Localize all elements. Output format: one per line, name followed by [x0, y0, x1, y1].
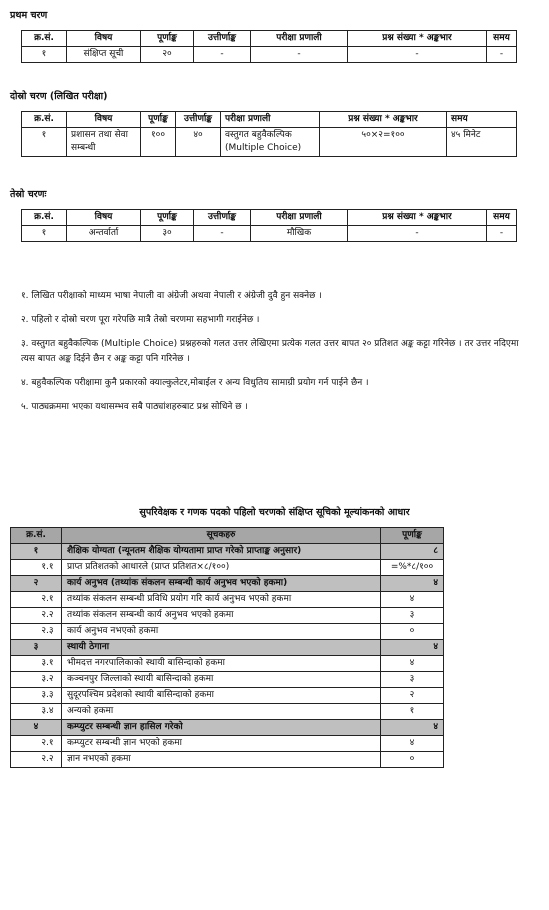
- header-cell: सूचकहरु: [62, 528, 381, 544]
- table-row: [11, 656, 444, 672]
- indicator-label: भीमदत्त नगरपालिकाको स्थायी बासिन्दाको हकमा: [62, 656, 381, 672]
- indicator-label: प्राप्त प्रतिशतको आधारले (प्राप्त प्रतिशत×८/१००): [62, 560, 381, 576]
- table-row: [22, 128, 517, 157]
- table-row: [11, 560, 444, 576]
- marks-cell: ४: [381, 576, 444, 592]
- header-cell: पूर्णाङ्क: [381, 528, 444, 544]
- header-cell: पूर्णाङ्क: [141, 210, 194, 226]
- table-row: [11, 672, 444, 688]
- table-cell: ४०: [176, 128, 221, 157]
- table-cell: १: [22, 128, 67, 157]
- table-row: [22, 47, 517, 63]
- header-cell: क्र.सं.: [22, 112, 67, 128]
- indicator-label: सुदूरपश्चिम प्रदेशको स्थायी बासिन्दाको हकमा: [62, 688, 381, 704]
- header-cell: उत्तीर्णाङ्क: [176, 112, 221, 128]
- header-cell: विषय: [67, 31, 141, 47]
- header-cell: परीक्षा प्रणाली: [221, 112, 320, 128]
- table-header-row: [22, 112, 517, 128]
- header-cell: उत्तीर्णाङ्क: [194, 31, 251, 47]
- table-cell: १: [22, 226, 67, 242]
- table-header-row: [11, 528, 444, 544]
- row-number: २.२: [11, 752, 62, 768]
- header-cell: विषय: [67, 112, 141, 128]
- table-cell: ४५ मिनेट: [447, 128, 517, 157]
- row-number: ३.४: [11, 704, 62, 720]
- table-cell: वस्तुगत बहुवैकल्पिक (Multiple Choice): [221, 128, 320, 157]
- row-number: २.१: [11, 736, 62, 752]
- table-cell: -: [348, 47, 487, 63]
- indicator-label: ज्ञान नभएको हकमा: [62, 752, 381, 768]
- table-cell: संक्षिप्त सूची: [67, 47, 141, 63]
- indicator-label: स्थायी ठेगाना: [62, 640, 381, 656]
- table-cell: १: [22, 47, 67, 63]
- header-cell: परीक्षा प्रणाली: [251, 210, 348, 226]
- header-cell: प्रश्न संख्या * अङ्कभार: [348, 210, 487, 226]
- table-header-row: [22, 210, 517, 226]
- table-cell: -: [487, 226, 517, 242]
- table-cell: -: [194, 226, 251, 242]
- stage3-table: [21, 209, 517, 242]
- table-row: [11, 592, 444, 608]
- table-cell: मौखिक: [251, 226, 348, 242]
- row-number: ४: [11, 720, 62, 736]
- marks-cell: ४: [381, 720, 444, 736]
- marks-cell: ४: [381, 592, 444, 608]
- indicator-label: कञ्चनपुर जिल्लाको स्थायी बासिन्दाको हकमा: [62, 672, 381, 688]
- row-number: ३.३: [11, 688, 62, 704]
- header-cell: विषय: [67, 210, 141, 226]
- marks-cell: ०: [381, 752, 444, 768]
- indicator-label: कार्य अनुभव (तथ्यांक संकलन सम्बन्धी कार्य अनुभव भएको हकमा): [62, 576, 381, 592]
- table-cell: -: [348, 226, 487, 242]
- indicator-label: तथ्यांक संकलन सम्बन्धी प्रविधि प्रयोग गरि कार्य अनुभव भएको हकमा: [62, 592, 381, 608]
- note-item: ३. वस्तुगत बहुवैकल्पिक (Multiple Choice) प्रश्नहरुको गलत उत्तर लेखिएमा प्रत्येक गलत उत्तर बापत २० प्रतिशत अङ्क कट्टा गरिनेछ । तर उत्तर नदिएमा त्यस बापत अङ्क दिईने छैन र अङ्क कट्टा पनि गरिनेछ ।: [21, 339, 519, 364]
- header-cell: परीक्षा प्रणाली: [251, 31, 348, 47]
- header-cell: समय: [447, 112, 517, 128]
- note-item: २. पहिलो र दोस्रो चरण पूरा गरेपछि मात्रै तेस्रो चरणमा सहभागी गराईनेछ ।: [21, 315, 260, 325]
- table-row: [11, 688, 444, 704]
- marks-cell: ३: [381, 608, 444, 624]
- header-cell: समय: [487, 210, 517, 226]
- indicator-label: कम्प्युटर सम्बन्धी ज्ञान हासिल गरेको: [62, 720, 381, 736]
- table-cell: २०: [141, 47, 194, 63]
- category-row: [11, 640, 444, 656]
- row-number: ३.१: [11, 656, 62, 672]
- note-item: १. लिखित परीक्षाको माध्यम भाषा नेपाली वा अंग्रेजी अथवा नेपाली र अंग्रेजी दुवै हुन सक्नेछ ।: [21, 291, 322, 301]
- row-number: १.१: [11, 560, 62, 576]
- marks-cell: ०: [381, 624, 444, 640]
- category-row: [11, 720, 444, 736]
- marks-cell: ८: [381, 544, 444, 560]
- header-cell: क्र.सं.: [22, 210, 67, 226]
- row-number: १: [11, 544, 62, 560]
- category-row: [11, 576, 444, 592]
- table-row: [11, 624, 444, 640]
- row-number: २.१: [11, 592, 62, 608]
- header-cell: समय: [487, 31, 517, 47]
- table-row: [22, 226, 517, 242]
- table-cell: ३०: [141, 226, 194, 242]
- row-number: २.२: [11, 608, 62, 624]
- evaluation-table: [10, 527, 444, 768]
- evaluation-title: सुपरिवेक्षक र गणक पदको पहिलो चरणको संक्षिप्त सूचिको मूल्यांकनको आधार: [139, 507, 410, 518]
- marks-cell: ४: [381, 640, 444, 656]
- table-cell: -: [194, 47, 251, 63]
- evaluation-rows: [11, 544, 444, 768]
- stage1-table: [21, 30, 517, 63]
- notes-list: [21, 289, 521, 424]
- row-number: ३: [11, 640, 62, 656]
- header-cell: प्रश्न संख्या * अङ्कभार: [320, 112, 447, 128]
- marks-cell: ४: [381, 736, 444, 752]
- table-header-row: [22, 31, 517, 47]
- marks-cell: ३: [381, 672, 444, 688]
- marks-cell: १: [381, 704, 444, 720]
- stage2-title: दोस्रो चरण (लिखित परीक्षा): [10, 91, 108, 102]
- table-row: [11, 608, 444, 624]
- indicator-label: कार्य अनुभव नभएको हकमा: [62, 624, 381, 640]
- header-cell: पूर्णाङ्क: [141, 112, 176, 128]
- table-cell: अन्तर्वार्ता: [67, 226, 141, 242]
- table-row: [11, 736, 444, 752]
- row-number: २: [11, 576, 62, 592]
- header-cell: पूर्णाङ्क: [141, 31, 194, 47]
- stage1-title: प्रथम चरण: [10, 10, 48, 21]
- header-cell: प्रश्न संख्या * अङ्कभार: [348, 31, 487, 47]
- table-row: [11, 752, 444, 768]
- note-item: ५. पाठ्यक्रममा भएका यथासम्भव सबै पाठ्यांशहरुबाट प्रश्न सोधिने छ ।: [21, 402, 248, 412]
- indicator-label: तथ्यांक संकलन सम्बन्धी कार्य अनुभव भएको हकमा: [62, 608, 381, 624]
- indicator-label: शैक्षिक योग्यता (न्यूनतम शैक्षिक योग्यतामा प्राप्त गरेको प्राप्ताङ्क अनुसार): [62, 544, 381, 560]
- table-cell: -: [487, 47, 517, 63]
- marks-cell: ४: [381, 656, 444, 672]
- category-row: [11, 544, 444, 560]
- indicator-label: कम्प्युटर सम्बन्धी ज्ञान भएको हकमा: [62, 736, 381, 752]
- row-number: ३.२: [11, 672, 62, 688]
- indicator-label: अन्यको हकमा: [62, 704, 381, 720]
- stage3-title: तेस्रो चरणः: [10, 189, 47, 200]
- marks-cell: =%*८/१००: [381, 560, 444, 576]
- table-cell: प्रशासन तथा सेवा सम्बन्धी: [67, 128, 141, 157]
- row-number: २.३: [11, 624, 62, 640]
- note-item: ४. बहुवैकल्पिक परीक्षामा कुनै प्रकारको क्याल्कुलेटर,मोबाईल र अन्य विधुतिय सामाग्री प्रयोग गर्न पाईने छैन ।: [21, 378, 369, 388]
- table-row: [11, 704, 444, 720]
- header-cell: क्र.सं.: [11, 528, 62, 544]
- table-cell: १००: [141, 128, 176, 157]
- stage2-table: [21, 111, 517, 157]
- table-cell: ५०×२=१००: [320, 128, 447, 157]
- header-cell: उत्तीर्णाङ्क: [194, 210, 251, 226]
- marks-cell: २: [381, 688, 444, 704]
- table-cell: -: [251, 47, 348, 63]
- header-cell: क्र.सं.: [22, 31, 67, 47]
